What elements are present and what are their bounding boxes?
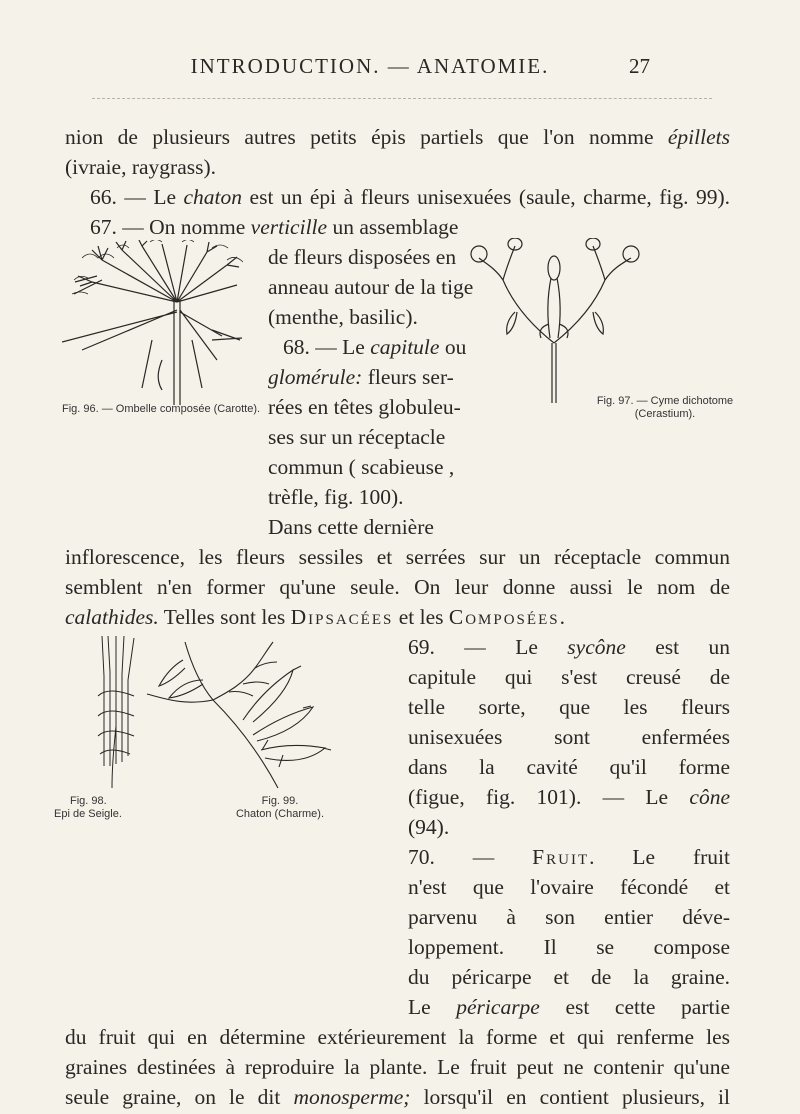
page-header (0, 54, 800, 84)
text-line: capitule qui s'est creusé de (408, 665, 730, 689)
text-line: inflorescence, les fleurs sessiles et serrées sur un réceptacle commun (65, 545, 730, 569)
text-line: du péricarpe et de la graine. (408, 965, 730, 989)
figure-caption: Fig. 98. Epi de Seigle. (54, 795, 122, 820)
text-line: 67. — On nomme verticille un assemblage (90, 215, 459, 239)
catkin-illustration (143, 640, 358, 790)
text-line: 70. — Fruit. Le fruit (408, 845, 730, 869)
umbel-illustration (62, 240, 262, 408)
page-number: 27 (629, 54, 650, 78)
text-line: (menthe, basilic). (268, 305, 418, 329)
text-line: commun ( scabieuse , (268, 455, 455, 479)
text-line: (ivraie, raygrass). (65, 155, 217, 179)
figure-caption: Fig. 96. — Ombelle composée (Carotte). (62, 403, 261, 415)
text-line: de fleurs disposées en (268, 245, 457, 269)
text-line: glomérule: fleurs ser- (268, 365, 454, 389)
text-line: Dans cette dernière (268, 515, 434, 539)
figure-caption: Fig. 97. — Cyme dichotome (Cerastium). (596, 395, 734, 420)
text-line: du fruit qui en détermine extérieurement la forme et qui renferme les (65, 1025, 730, 1049)
text-line: trèfle, fig. 100). (268, 485, 404, 509)
rye-ear-illustration (88, 636, 142, 790)
text-line: Le péricarpe est cette partie (408, 995, 730, 1019)
text-line: 69. — Le sycône est un (408, 635, 730, 659)
running-title: INTRODUCTION. — ANATOMIE. (190, 54, 550, 78)
text-line: nion de plusieurs autres petits épis partiels que l'on nomme épillets (65, 125, 730, 149)
text-line: (figue, fig. 101). — Le cône (408, 785, 730, 809)
text-line: telle sorte, que les fleurs (408, 695, 730, 719)
text-line: loppement. Il se compose (408, 935, 730, 959)
text-line: dans la cavité qu'il forme (408, 755, 730, 779)
header-rule (92, 98, 712, 99)
text-line: 66. — Le chaton est un épi à fleurs unisexuées (saule, charme, fig. 99). (90, 185, 730, 209)
text-line: calathides. Telles sont les Dipsacées et les Composées. (65, 605, 565, 629)
text-line: semblent n'en former qu'une seule. On leur donne aussi le nom de (65, 575, 730, 599)
text-line: parvenu à son entier déve- (408, 905, 730, 929)
text-line: anneau autour de la tige (268, 275, 474, 299)
text-line: unisexuées sont enfermées (408, 725, 730, 749)
text-line: n'est que l'ovaire fécondé et (408, 875, 730, 899)
text-line: graines destinées à reproduire la plante. Le fruit peut ne contenir qu'une (65, 1055, 730, 1079)
text-line: rées en têtes globuleu- (268, 395, 461, 419)
text-line: seule graine, on le dit monosperme; lorsqu'il en contient plusieurs, il (65, 1085, 731, 1109)
figure-caption: Fig. 99. Chaton (Charme). (235, 795, 325, 820)
dichotomous-cyme-illustration (455, 238, 655, 408)
text-line: (94). (408, 815, 450, 839)
text-line: ses sur un réceptacle (268, 425, 446, 449)
text-line: 68. — Le capitule ou (283, 335, 467, 359)
